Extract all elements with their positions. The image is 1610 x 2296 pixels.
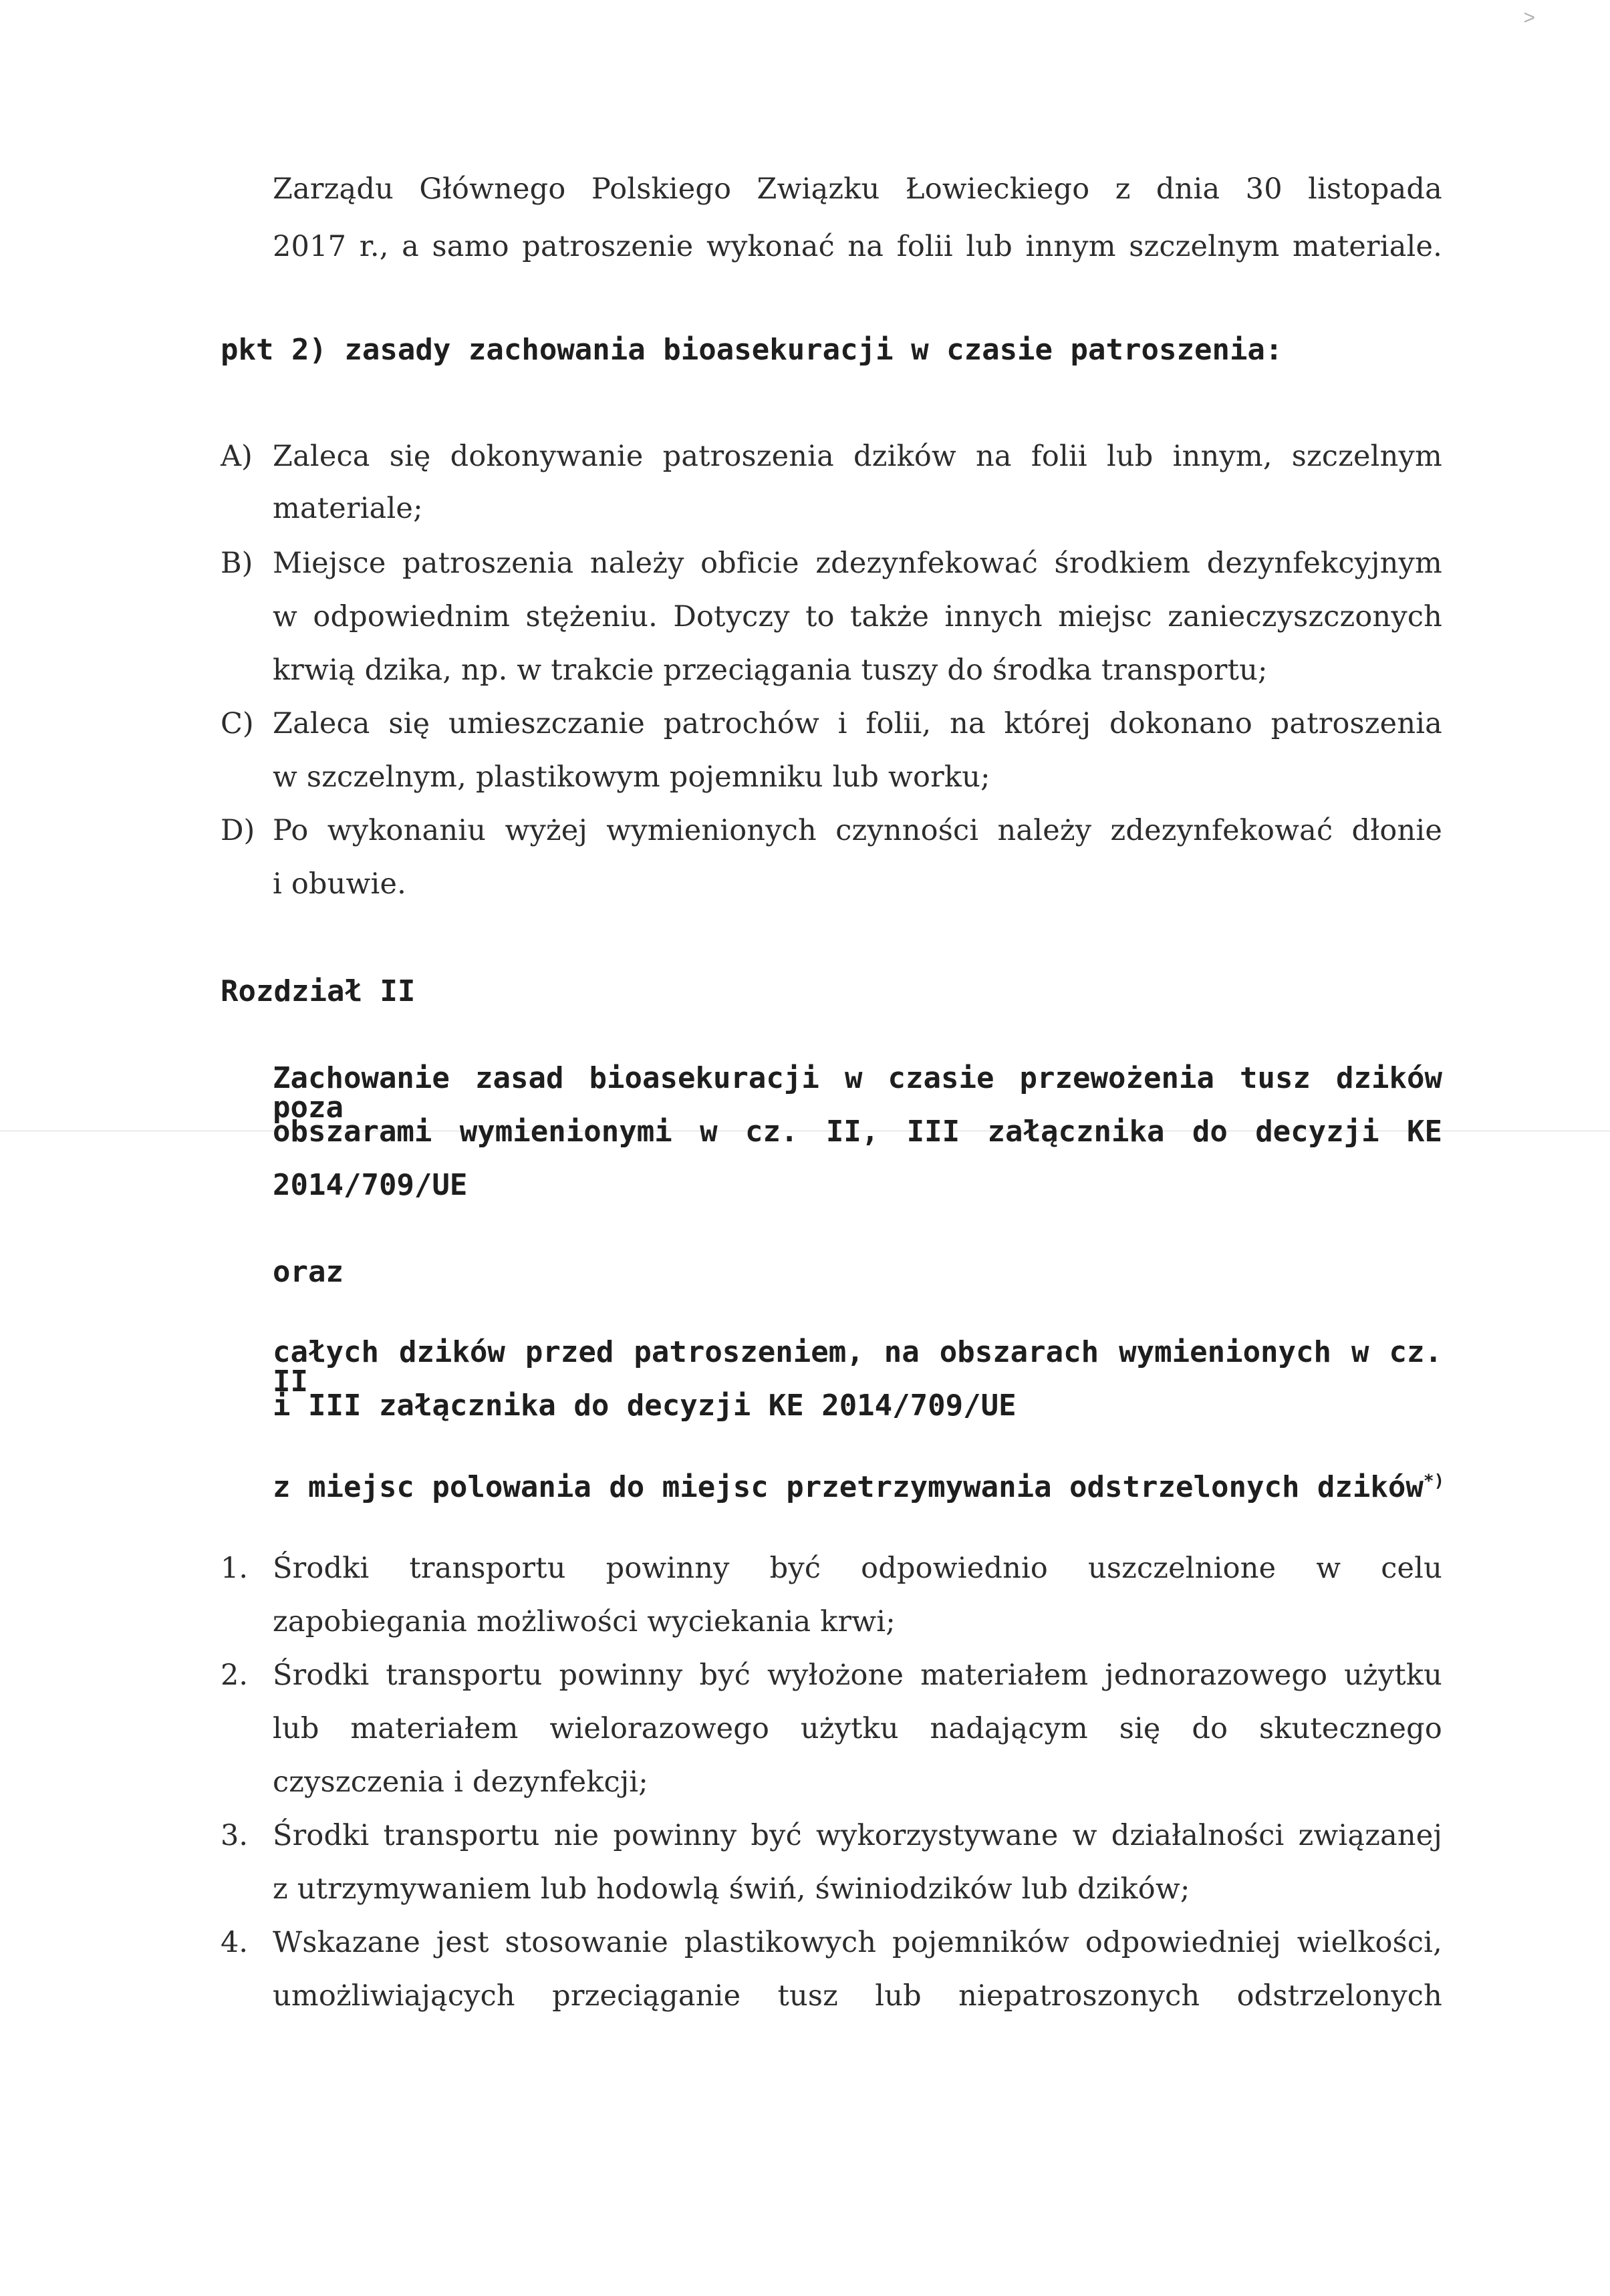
list-item-2-line-3: czyszczenia i dezynfekcji; bbox=[273, 1765, 648, 1799]
item-b-line-3: krwią dzika, np. w trakcie przeciągania tuszy do środka transportu; bbox=[273, 654, 1268, 687]
list-item-3-line-2: z utrzymywaniem lub hodowlą świń, świniodzików lub dzików; bbox=[273, 1872, 1190, 1906]
chapter-subtitle3-text: z miejsc polowania do miejsc przetrzymywania odstrzelonych dzików bbox=[273, 1470, 1424, 1504]
chapter-subtitle-line-1: Zachowanie zasad bioasekuracji w czasie przewożenia tusz dzików poza bbox=[273, 1061, 1442, 1125]
list-number-1: 1. bbox=[221, 1552, 249, 1585]
intro-line-2: 2017 r., a samo patroszenie wykonać na folii lub innym szczelnym materiale. bbox=[273, 230, 1442, 263]
list-number-2: 2. bbox=[221, 1659, 249, 1692]
chapter-subtitle-line-2: obszarami wymienionymi w cz. II, III załącznika do decyzji KE bbox=[273, 1115, 1442, 1149]
list-item-4-line-2: umożliwiających przeciąganie tusz lub niepatroszonych odstrzelonych bbox=[273, 1979, 1442, 2013]
item-marker-c: C) bbox=[221, 707, 254, 740]
item-marker-b: B) bbox=[221, 547, 253, 580]
chapter-subtitle2-line-2: i III załącznika do decyzji KE 2014/709/UE bbox=[273, 1389, 1017, 1423]
list-item-2-line-1: Środki transportu powinny być wyłożone materiałem jednorazowego użytku bbox=[273, 1659, 1442, 1692]
item-a-line-1: Zaleca się dokonywanie patroszenia dzików na folii lub innym, szczelnym bbox=[273, 440, 1442, 473]
chapter-title: Rozdział II bbox=[221, 974, 416, 1008]
item-d-line-2: i obuwie. bbox=[273, 867, 407, 901]
item-c-line-1: Zaleca się umieszczanie patrochów i folii, na której dokonano patroszenia bbox=[273, 707, 1442, 740]
item-c-line-2: w szczelnym, plastikowym pojemniku lub worku; bbox=[273, 760, 990, 794]
intro-line-1: Zarządu Głównego Polskiego Związku Łowieckiego z dnia 30 listopada bbox=[273, 172, 1442, 206]
chapter-subtitle3 bbox=[273, 1470, 1445, 1504]
list-item-3-line-1: Środki transportu nie powinny być wykorzystywane w działalności związanej bbox=[273, 1819, 1442, 1852]
item-marker-d: D) bbox=[221, 814, 255, 847]
corner-mark: > bbox=[1523, 7, 1535, 29]
footnote-marker: *) bbox=[1423, 1471, 1445, 1491]
list-item-2-line-2: lub materiałem wielorazowego użytku nadającym się do skutecznego bbox=[273, 1712, 1442, 1745]
list-number-4: 4. bbox=[221, 1926, 249, 1959]
list-item-1-line-2: zapobiegania możliwości wyciekania krwi; bbox=[273, 1605, 896, 1638]
chapter-subtitle2-line-1: całych dzików przed patroszeniem, na obszarach wymienionych w cz. II bbox=[273, 1335, 1442, 1399]
item-marker-a: A) bbox=[221, 440, 253, 473]
chapter-oraz: oraz bbox=[273, 1255, 344, 1289]
item-b-line-2: w odpowiednim stężeniu. Dotyczy to także innych miejsc zanieczyszczonych bbox=[273, 600, 1442, 633]
list-number-3: 3. bbox=[221, 1819, 249, 1852]
item-d-line-1: Po wykonaniu wyżej wymienionych czynności należy zdezynfekować dłonie bbox=[273, 814, 1442, 847]
section-heading-pkt2: pkt 2) zasady zachowania bioasekuracji w czasie patroszenia: bbox=[221, 333, 1283, 367]
chapter-subtitle-line-3: 2014/709/UE bbox=[273, 1168, 468, 1202]
list-item-1-line-1: Środki transportu powinny być odpowiednio uszczelnione w celu bbox=[273, 1552, 1442, 1585]
item-a-line-2: materiale; bbox=[273, 492, 423, 525]
list-item-4-line-1: Wskazane jest stosowanie plastikowych pojemników odpowiedniej wielkości, bbox=[273, 1926, 1442, 1959]
item-b-line-1: Miejsce patroszenia należy obficie zdezynfekować środkiem dezynfekcyjnym bbox=[273, 547, 1442, 580]
